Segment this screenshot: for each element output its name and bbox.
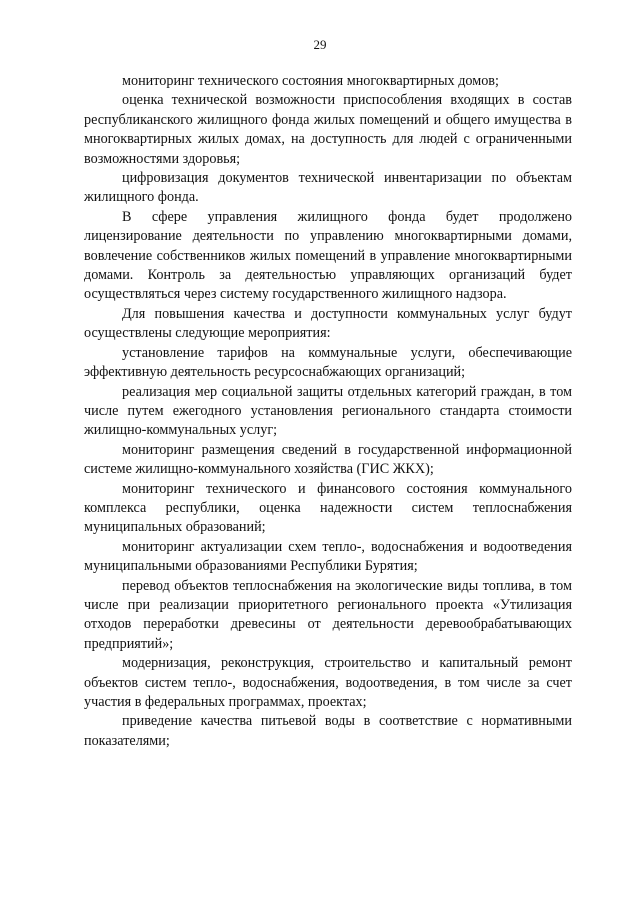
paragraph: мониторинг актуализации схем тепло-, водоснабжения и водоотведения муниципальными образованиями Республики Бурятия; — [84, 538, 572, 575]
paragraph: установление тарифов на коммунальные услуги, обеспечивающие эффективную деятельность ресурсоснабжающих организаций; — [84, 344, 572, 381]
paragraph: модернизация, реконструкция, строительство и капитальный ремонт объектов систем тепло-, водоснабжения, водоотведения, в том числе за счет участия в федеральных программах, проектах; — [84, 655, 572, 710]
paragraph: цифровизация документов технической инвентаризации по объектам жилищного фонда. — [84, 170, 572, 206]
paragraph: Для повышения качества и доступности коммунальных услуг будут осуществлены следующие мероприятия: — [84, 305, 572, 342]
paragraph: реализация мер социальной защиты отдельных категорий граждан, в том числе путем ежегодного установления регионального стандарта стоимости жилищно-коммунальных услуг; — [84, 383, 572, 439]
paragraph: мониторинг технического и финансового состояния коммунального комплекса республики, оценка надежности систем теплоснабжения муниципальных образований; — [84, 480, 572, 536]
paragraph: оценка технической возможности приспособления входящих в состав республиканского жилищного фонда жилых помещений и общего имущества в многоквартирных жилых домах, на доступность для людей с ограниченными возможностями здоровья; — [84, 92, 572, 167]
paragraph: мониторинг размещения сведений в государственной информационной системе жилищно-коммунального хозяйства (ГИС ЖКХ); — [84, 441, 572, 478]
paragraph: перевод объектов теплоснабжения на экологические виды топлива, в том числе при реализации приоритетного регионального проекта «Утилизация отходов переработки древесины от деятельности деревообрабатывающих предприятий»; — [84, 577, 572, 652]
paragraph: В сфере управления жилищного фонда будет продолжено лицензирование деятельности по управлению многоквартирными домами, вовлечение собственников жилых помещений в управление многоквартирными домами. Контроль за деятельностью управляющих организаций будет осуществляться через систему государственного жилищного надзора. — [84, 208, 572, 303]
body-text — [84, 72, 572, 751]
paragraph: мониторинг технического состояния многоквартирных домов; — [122, 73, 499, 89]
page-number: 29 — [313, 37, 327, 52]
paragraph: приведение качества питьевой воды в соответствие с нормативными показателями; — [84, 713, 572, 749]
